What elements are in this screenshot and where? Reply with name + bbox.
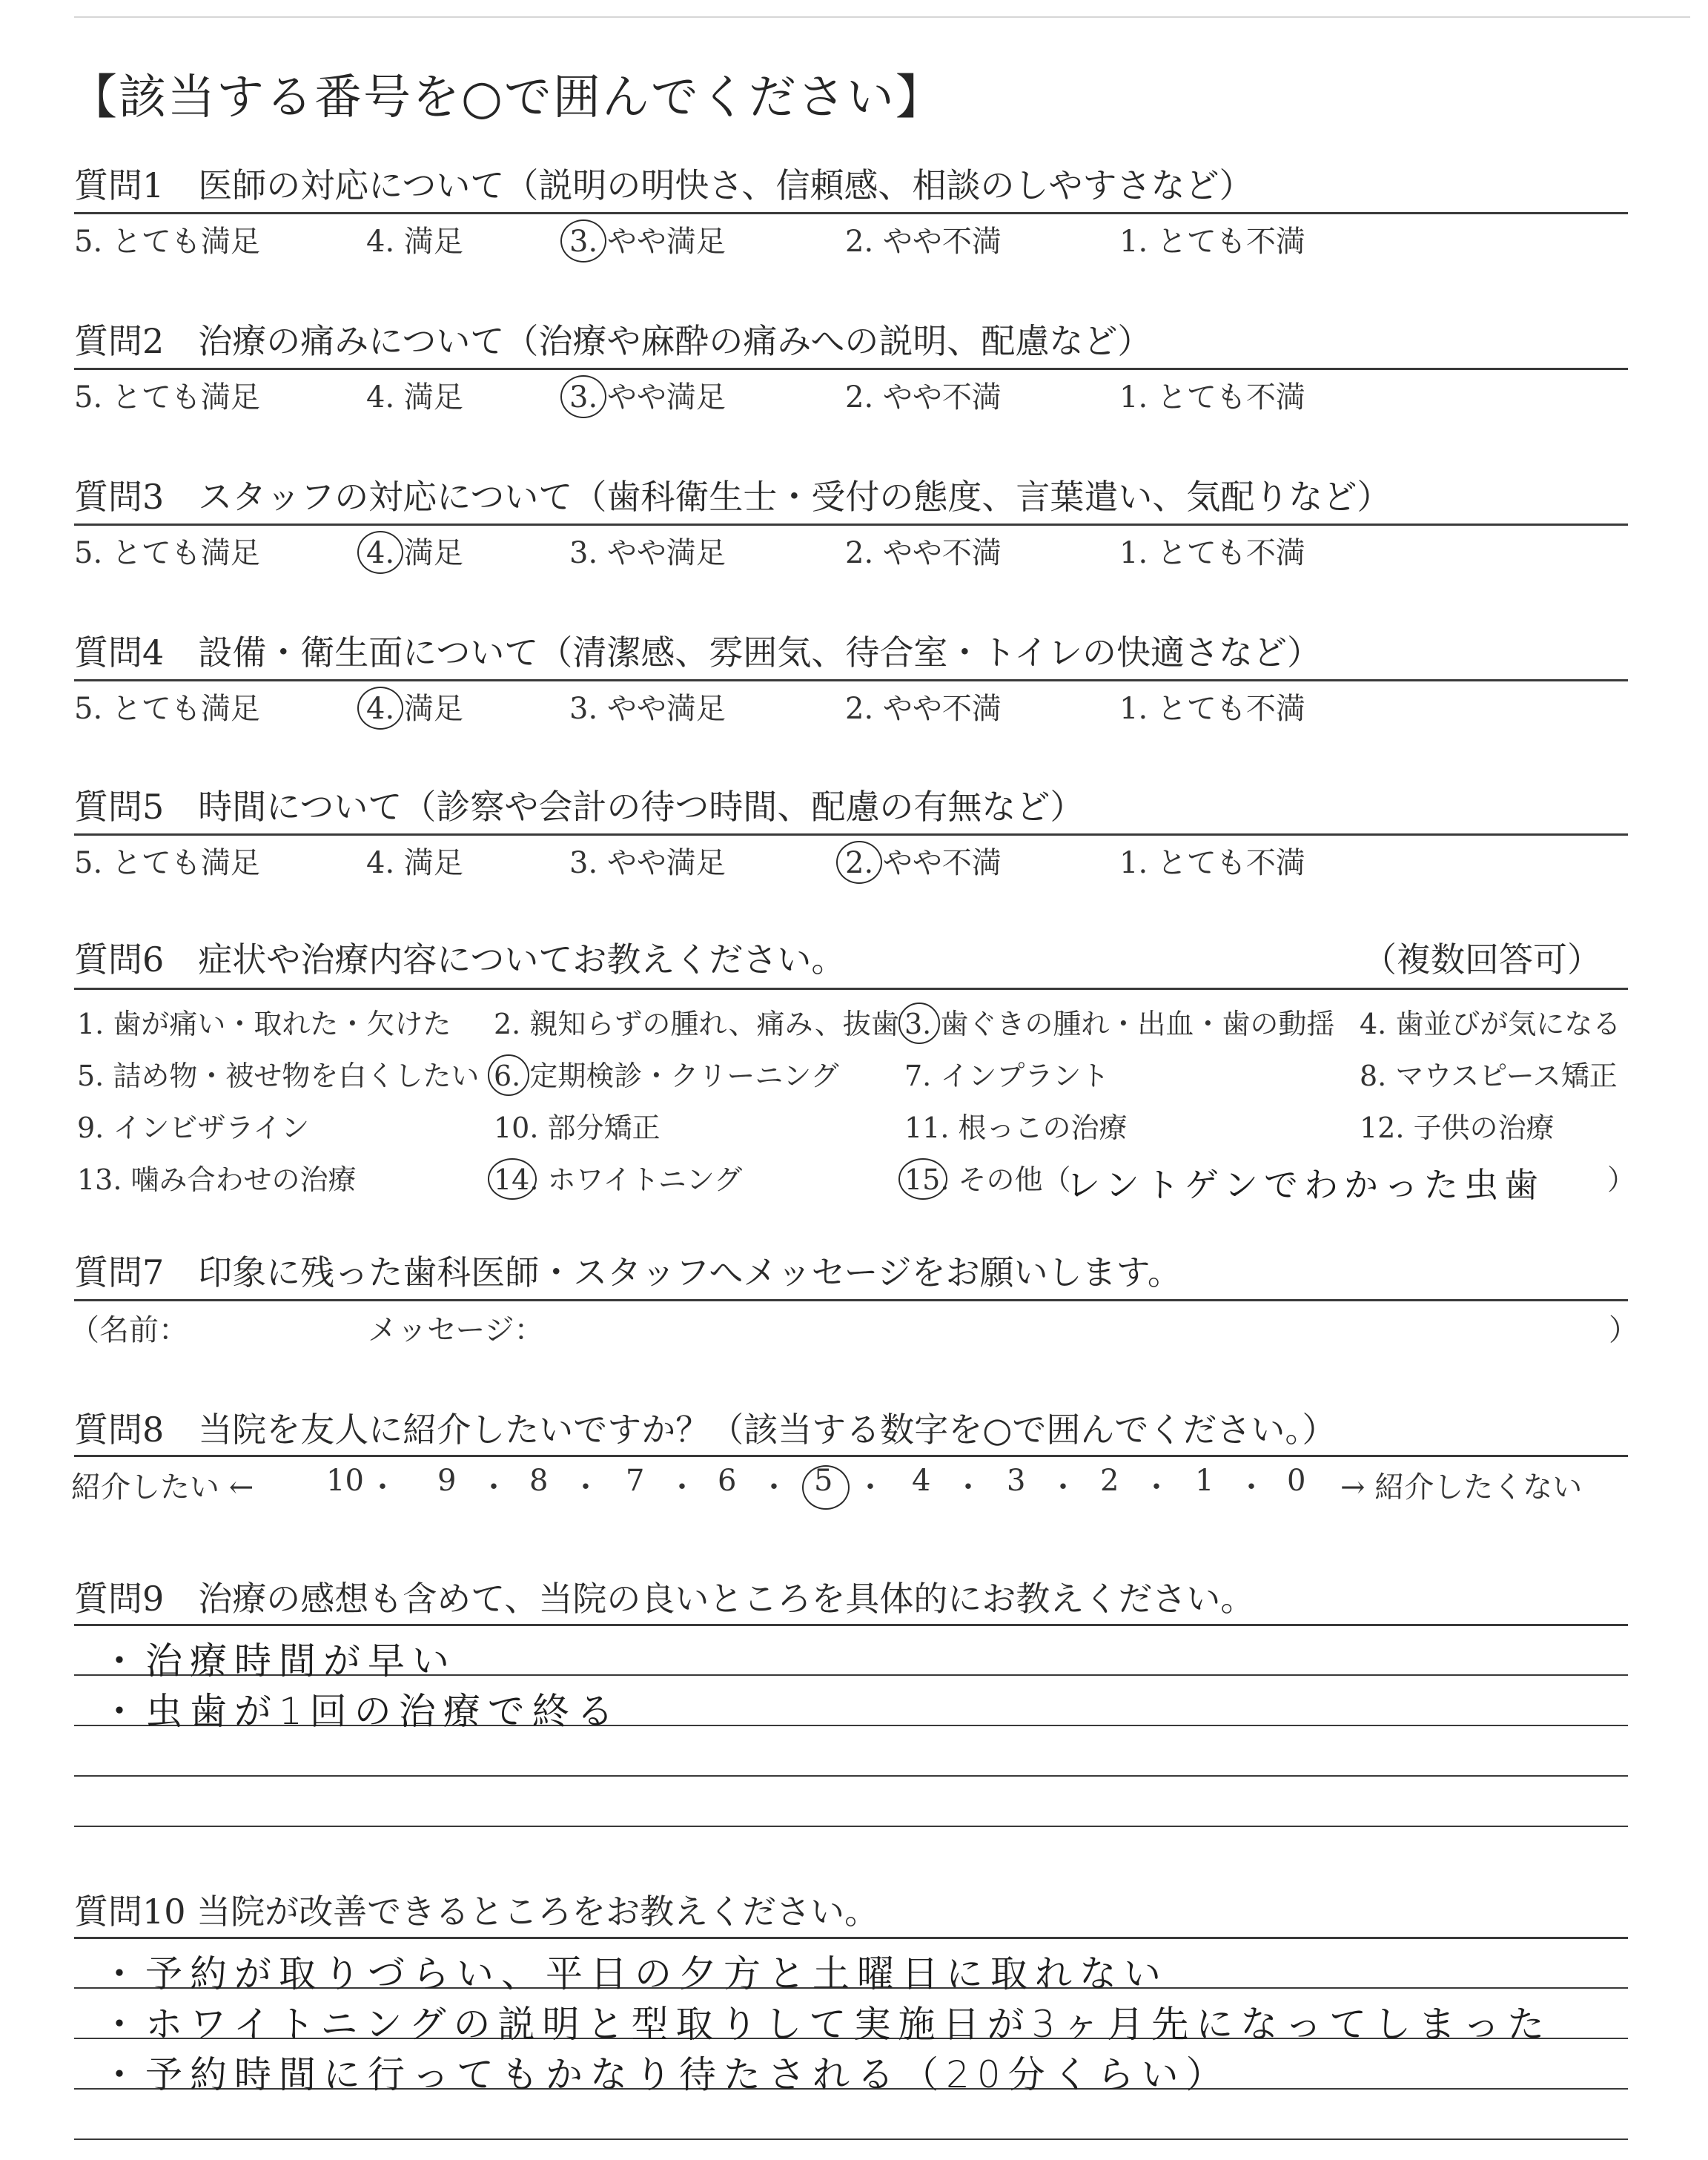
q1-rule [74,212,1628,214]
q3-option-1: 1. とても不満 [1119,536,1305,570]
q8-separator: ・ [1237,1470,1266,1505]
q6-option-2: 2. 親知らずの腫れ、痛み、抜歯 [494,1008,899,1040]
q6-option-6: 6. 定期検診・クリーニング [494,1060,839,1092]
q8-separator: ・ [953,1470,983,1505]
q4-rule [74,679,1628,681]
q1-option-1: 1. とても不満 [1119,225,1305,259]
q6-option-1: 1. 歯が痛い・取れた・欠けた [77,1008,451,1040]
q8-left-label: 紹介したい ← [71,1470,254,1505]
q2-title: 質問2 治療の痛みについて（治療や麻酔の痛みへの説明、配慮など） [74,321,1152,361]
q6-selected-circle-6 [488,1054,529,1096]
q7-rule [74,1299,1628,1301]
q6-option-11: 11. 根っこの治療 [904,1112,1128,1144]
q2-option-1: 1. とても不満 [1119,380,1305,415]
q4-title: 質問4 設備・衛生面について（清潔感、雰囲気、待合室・トイレの快適さなど） [74,633,1322,673]
q6-option-9: 9. インビザライン [77,1112,310,1144]
q2-option-2: 2. やや不満 [845,380,1002,415]
q6-option-8: 8. マウスピース矯正 [1360,1060,1618,1092]
q4-option-3: 3. やや満足 [569,692,726,726]
q5-option-2: 2. やや不満 [845,846,1002,880]
q7-name-label: （名前： [70,1313,188,1347]
top-divider [74,16,1690,18]
q6-option-15: 15. その他（ [904,1163,1071,1196]
q8-separator: ・ [1142,1470,1171,1505]
q9-answer-1: ・治療時間が早い [101,1639,457,1682]
q10-rule [74,1937,1628,1939]
q8-separator: ・ [571,1470,600,1505]
q4-option-1: 1. とても不満 [1119,692,1305,726]
q5-option-3: 3. やや満足 [569,846,726,880]
q9-rule [74,1624,1628,1626]
q4-option-2: 2. やや不満 [845,692,1002,726]
q10-title: 質問10 当院が改善できるところをお教えください。 [74,1892,879,1932]
q6-selected-circle-14 [488,1158,537,1200]
q2-selected-circle [560,375,606,418]
q7-title: 質問7 印象に残った歯科医師・スタッフへメッセージをお願いします。 [74,1252,1182,1292]
q3-option-2: 2. やや不満 [845,536,1002,570]
page-header: 【該当する番号を○で囲んでください】 [70,70,944,125]
q1-selected-circle [560,219,606,262]
q5-selected-circle [836,841,882,884]
q4-option-4: 4. 満足 [366,692,463,726]
q6-option-14: 14. ホワイトニング [494,1163,743,1196]
q5-option-1: 1. とても不満 [1119,846,1305,880]
q1-option-4: 4. 満足 [366,225,463,259]
q8-scale-4: 4 [912,1464,931,1498]
q5-rule [74,833,1628,836]
q8-title: 質問8 当院を友人に紹介したいですか？（該当する数字を○で囲んでください。） [74,1410,1337,1450]
q8-rule [74,1455,1628,1457]
q8-scale-1: 1 [1195,1464,1214,1498]
q6-title: 質問6 症状や治療内容についてお教えください。 [74,939,846,980]
q8-scale-2: 2 [1100,1464,1119,1498]
q8-scale-5: 5 [814,1464,833,1498]
q4-option-5: 5. とても満足 [74,692,260,726]
q1-title: 質問1 医師の対応について（説明の明快さ、信頼感、相談のしやすさなど） [74,165,1254,205]
q10-answer-1: ・予約が取りづらい、平日の夕方と土曜日に取れない [101,1952,1168,1995]
q3-option-5: 5. とても満足 [74,536,260,570]
q3-option-3: 3. やや満足 [569,536,726,570]
q1-option-3: 3. やや満足 [569,225,726,259]
q2-option-5: 5. とても満足 [74,380,260,415]
q5-option-4: 4. 満足 [366,846,463,880]
q6-option-7: 7. インプラント [904,1060,1110,1092]
q8-separator: ・ [759,1470,789,1505]
q3-rule [74,524,1628,526]
q3-selected-circle [357,531,403,574]
q8-right-label: → 紹介したくない [1340,1470,1583,1505]
q10-answer-2: ・ホワイトニングの説明と型取りして実施日が3ヶ月先になってしまった [101,2003,1552,2046]
q2-option-3: 3. やや満足 [569,380,726,415]
q9-answer-2: ・虫歯が1回の治療で終る [101,1690,621,1733]
q9-line-3 [74,1775,1628,1777]
q8-scale-6: 6 [718,1464,737,1498]
q6-selected-circle-3 [898,1003,940,1044]
q6-selected-circle-15 [898,1158,947,1200]
q8-scale-0: 0 [1287,1464,1306,1498]
q2-rule [74,368,1628,370]
q3-title: 質問3 スタッフの対応について（歯科衛生士・受付の態度、言葉遣い、気配りなど） [74,477,1391,517]
q8-scale-8: 8 [529,1464,549,1498]
q6-other-text: レントゲンでわかった虫歯 [1066,1165,1545,1205]
q8-separator: ・ [368,1470,397,1505]
q6-option-12: 12. 子供の治療 [1360,1112,1555,1144]
q8-selected-circle [802,1465,850,1510]
q8-scale-10: 10 [326,1464,364,1498]
q7-close-paren: ） [1609,1313,1638,1347]
q2-option-4: 4. 満足 [366,380,463,415]
q6-option-13: 13. 噛み合わせの治療 [77,1163,357,1196]
q6-option-5: 5. 詰め物・被せ物を白くしたい [77,1060,480,1092]
q7-message-label: メッセージ： [368,1313,544,1347]
q6-option-10: 10. 部分矯正 [494,1112,661,1144]
q8-separator: ・ [667,1470,697,1505]
q4-selected-circle [357,687,403,730]
q1-option-2: 2. やや不満 [845,225,1002,259]
q10-answer-3: ・予約時間に行ってもかなり待たされる（20分くらい） [101,2053,1231,2096]
q8-separator: ・ [479,1470,509,1505]
q3-option-4: 4. 満足 [366,536,463,570]
q9-title: 質問9 治療の感想も含めて、当院の良いところを具体的にお教えください。 [74,1579,1255,1619]
q1-option-5: 5. とても満足 [74,225,260,259]
q10-line-4 [74,2138,1628,2140]
q5-title: 質問5 時間について（診察や会計の待つ時間、配慮の有無など） [74,787,1085,827]
q6-option-4: 4. 歯並びが気になる [1360,1008,1621,1040]
q8-scale-7: 7 [626,1464,645,1498]
q5-option-5: 5. とても満足 [74,846,260,880]
q8-separator: ・ [855,1470,885,1505]
q6-rule [74,988,1628,990]
q8-scale-9: 9 [437,1464,457,1498]
q9-line-4 [74,1826,1628,1827]
q6-option-16: ） [1607,1163,1636,1196]
q8-separator: ・ [1048,1470,1078,1505]
q6-note: （複数回答可） [1363,939,1601,980]
q6-option-3: 3. 歯ぐきの腫れ・出血・歯の動揺 [904,1008,1335,1040]
q8-scale-3: 3 [1007,1464,1026,1498]
